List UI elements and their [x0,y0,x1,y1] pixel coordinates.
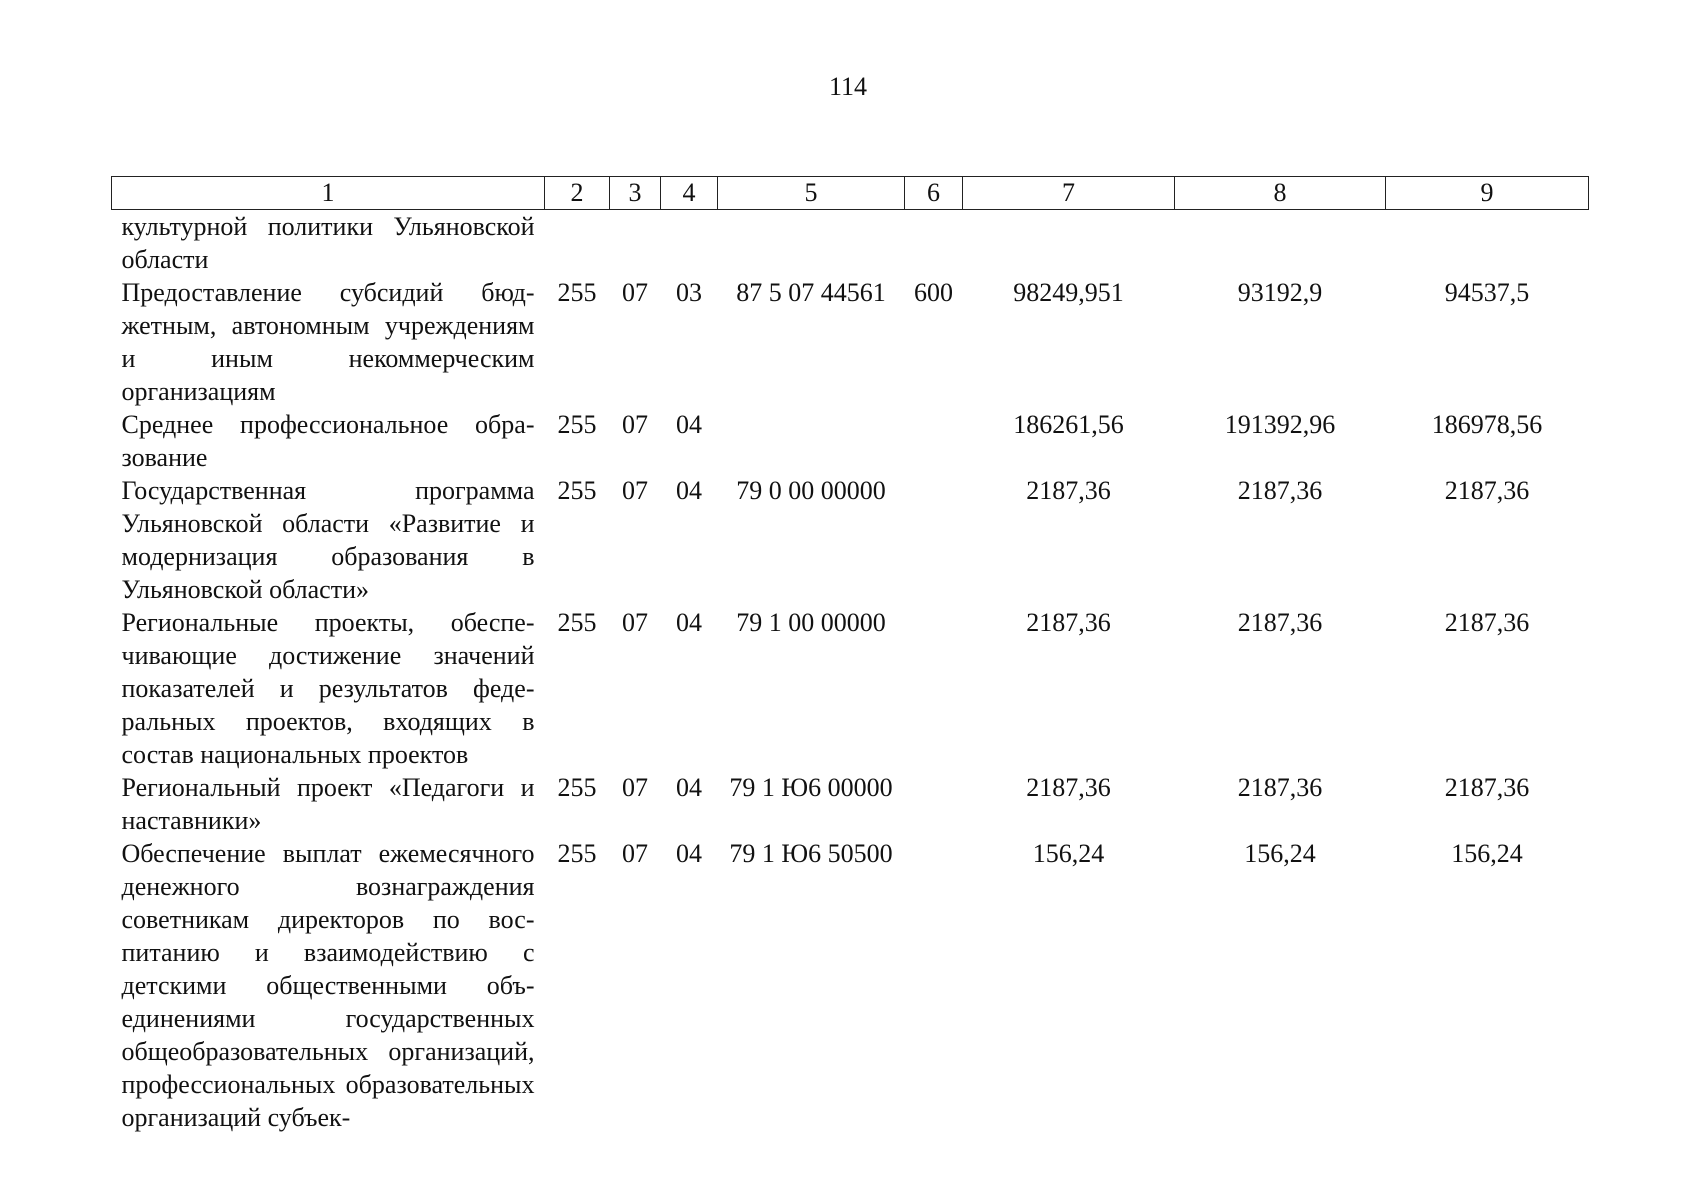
row-col-2: 255 [557,839,597,868]
row-col-4: 03 [676,278,702,307]
row-col-4: 04 [676,476,702,505]
table-row [112,210,1589,277]
table-body [112,210,1589,1135]
table-header [112,177,1589,210]
table-row [112,474,1589,606]
column-header-3: 3 [610,177,661,210]
row-col-8: 93192,9 [1237,278,1323,307]
row-col-4 [661,210,718,277]
row-col-5: 79 1 00 00000 [736,608,886,637]
row-name: культурной политики Ульяновской области [121,212,535,274]
row-col-7: 2187,36 [1026,773,1111,802]
row-col-4: 04 [676,773,702,802]
column-header-2: 2 [545,177,610,210]
row-col-7: 156,24 [1032,839,1105,868]
row-col-6 [905,606,963,771]
column-header-9: 9 [1386,177,1589,210]
column-header-7: 7 [963,177,1175,210]
column-header-1: 1 [112,177,545,210]
table-row [112,837,1589,1134]
row-col-2 [545,210,610,277]
row-col-3: 07 [622,839,648,868]
header-row [112,177,1589,210]
row-col-6 [905,837,963,1134]
row-col-8: 2187,36 [1237,608,1323,637]
row-name: Среднее профессиональное образование [121,410,535,472]
row-col-5 [718,408,905,474]
row-col-8 [1175,210,1386,277]
row-col-7: 186261,56 [1013,410,1124,439]
row-col-6: 600 [914,278,953,307]
row-col-9: 2187,36 [1444,476,1530,505]
row-col-2: 255 [557,773,597,802]
row-name: Государственная программа Ульяновской области «Развитие и модернизация образования в Ульяновской области» [121,476,535,604]
row-col-7 [963,210,1175,277]
table-row [112,606,1589,771]
row-col-8: 156,24 [1244,839,1316,868]
row-col-5: 79 0 00 00000 [736,476,886,505]
page-number: 114 [828,72,868,101]
row-col-5: 79 1 Ю6 00000 [729,773,893,802]
row-col-8: 191392,96 [1224,410,1336,439]
row-col-5: 79 1 Ю6 50500 [729,839,893,868]
row-col-4: 04 [676,410,702,439]
row-col-9: 94537,5 [1444,278,1530,307]
row-name: Предоставление субсидий бюджетным, автономным учреждениям и иным некоммерческим организациям [121,278,535,406]
row-col-5 [718,210,905,277]
row-col-3: 07 [622,410,648,439]
row-col-7: 2187,36 [1026,476,1111,505]
row-col-9: 2187,36 [1444,608,1530,637]
row-name: Региональные проекты, обеспечивающие достижение значений показателей и результатов федеральных проектов, входящих в состав национальных проектов [121,608,535,769]
row-col-7: 2187,36 [1026,608,1111,637]
row-col-2: 255 [557,476,597,505]
row-col-6 [905,474,963,606]
row-col-2: 255 [557,410,597,439]
budget-table [111,176,1589,1134]
table-row [112,408,1589,474]
row-col-9: 186978,56 [1431,410,1543,439]
row-col-9: 156,24 [1451,839,1523,868]
row-col-9 [1386,210,1589,277]
row-col-2: 255 [557,608,597,637]
column-header-8: 8 [1175,177,1386,210]
row-name: Региональный проект «Педагоги и наставники» [121,773,535,835]
row-col-5: 87 5 07 44561 [736,278,886,307]
row-col-3: 07 [622,476,648,505]
row-col-4: 04 [676,839,702,868]
row-col-3: 07 [622,608,648,637]
table-row [112,276,1589,408]
row-col-4: 04 [676,608,702,637]
row-col-8: 2187,36 [1237,773,1323,802]
row-col-6 [905,210,963,277]
column-header-6: 6 [905,177,963,210]
row-col-2: 255 [557,278,597,307]
column-header-4: 4 [661,177,718,210]
row-col-3: 07 [622,773,648,802]
row-col-7: 98249,951 [1013,278,1124,307]
row-name: Обеспечение выплат ежемесячного денежного вознаграждения советникам директоров по воспитанию и взаимодействию с детскими общественными объединениями государственных общеобразовательных организаций, профессиональных образовательных организаций субъек- [121,839,535,1132]
row-col-3 [610,210,661,277]
row-col-8: 2187,36 [1237,476,1323,505]
row-col-6 [905,408,963,474]
row-col-9: 2187,36 [1444,773,1530,802]
column-header-5: 5 [718,177,905,210]
row-col-6 [905,771,963,837]
table-row [112,771,1589,837]
row-col-3: 07 [622,278,648,307]
